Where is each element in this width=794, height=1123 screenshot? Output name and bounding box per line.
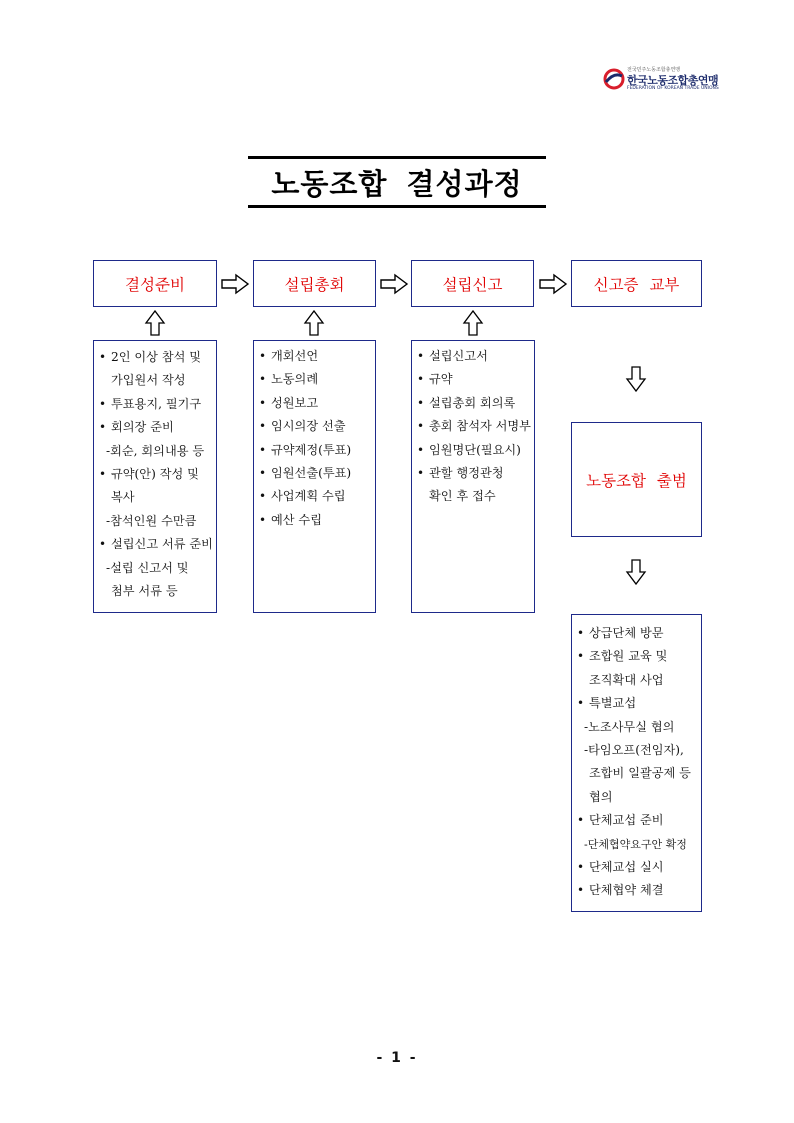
list-item: • 규약(안) 작성 및 (94, 463, 216, 486)
list-item: -노조사무실 협의 (584, 719, 675, 734)
page-title: 노동조합 결성과정 (271, 166, 523, 201)
step-founding-assembly: 설립총회 (253, 260, 376, 307)
assembly-details (253, 340, 376, 613)
list-item: 가입원서 작성 (111, 373, 186, 388)
list-item: -참석인원 수만큼 (106, 513, 197, 528)
arrow-down-icon (626, 559, 646, 585)
title-frame (248, 156, 546, 208)
list-item: • 개회선언 (254, 345, 375, 368)
step-establishment-report: 설립신고 (411, 260, 534, 307)
list-item: 조직확대 사업 (589, 672, 664, 687)
list-item: • 상급단체 방문 (572, 622, 701, 645)
post-launch-details (571, 614, 702, 912)
list-item: 확인 후 접수 (429, 489, 496, 504)
arrow-right-icon (539, 274, 567, 294)
list-item: • 2인 이상 참석 및 (94, 346, 216, 369)
list-item: 협의 (589, 789, 613, 804)
list-item: • 규약제정(투표) (254, 439, 375, 462)
logo-english: FEDERATION OF KOREAN TRADE UNIONS (627, 86, 719, 91)
list-item: • 설립신고서 (412, 345, 534, 368)
list-item: • 단체협약 체결 (572, 879, 701, 902)
list-item: -단체협약요구안 확정 (584, 837, 687, 851)
step-preparation: 결성준비 (93, 260, 217, 307)
list-item: -설립 신고서 및 (106, 560, 189, 575)
list-item: 조합비 일괄공제 등 (589, 766, 691, 781)
step-certificate-issuance: 신고증 교부 (571, 260, 702, 307)
arrow-right-icon (380, 274, 408, 294)
list-item: • 성원보고 (254, 392, 375, 415)
list-item: • 단체교섭 준비 (572, 809, 701, 832)
arrow-up-icon (463, 310, 483, 336)
logo-small-text: 전국민주노동조합총연맹 (627, 67, 681, 73)
list-item: • 설립신고 서류 준비 (94, 533, 216, 556)
preparation-details (93, 340, 217, 613)
list-item: • 예산 수립 (254, 509, 375, 532)
list-item: -회순, 회의내용 등 (106, 443, 205, 458)
arrow-down-icon (626, 366, 646, 392)
list-item: • 임원명단(필요시) (412, 439, 534, 462)
list-item: 첨부 서류 등 (111, 584, 178, 599)
list-item: • 회의장 준비 (94, 416, 216, 439)
list-item: • 총회 참석자 서명부 (412, 415, 534, 438)
list-item: • 규약 (412, 368, 534, 391)
list-item: -타임오프(전임자), (584, 743, 684, 758)
list-item: • 사업계획 수립 (254, 485, 375, 508)
page-number: - 1 - (376, 1050, 418, 1066)
arrow-up-icon (145, 310, 165, 336)
list-item: • 관할 행정관청 (412, 462, 534, 485)
union-launch-box: 노동조합 출범 (571, 422, 702, 537)
logo-name: 한국노동조합총연맹 (627, 74, 719, 87)
arrow-right-icon (221, 274, 249, 294)
list-item: • 노동의례 (254, 368, 375, 391)
federation-logo (603, 66, 719, 96)
federation-emblem-icon (603, 68, 625, 90)
list-item: • 특별교섭 (572, 692, 701, 715)
list-item: • 임원선출(투표) (254, 462, 375, 485)
report-details (411, 340, 535, 613)
list-item: • 투표용지, 필기구 (94, 393, 216, 416)
list-item: • 조합원 교육 및 (572, 645, 701, 668)
list-item: 복사 (111, 490, 135, 505)
list-item: • 설립총회 회의록 (412, 392, 534, 415)
arrow-up-icon (304, 310, 324, 336)
list-item: • 단체교섭 실시 (572, 856, 701, 879)
list-item: • 임시의장 선출 (254, 415, 375, 438)
